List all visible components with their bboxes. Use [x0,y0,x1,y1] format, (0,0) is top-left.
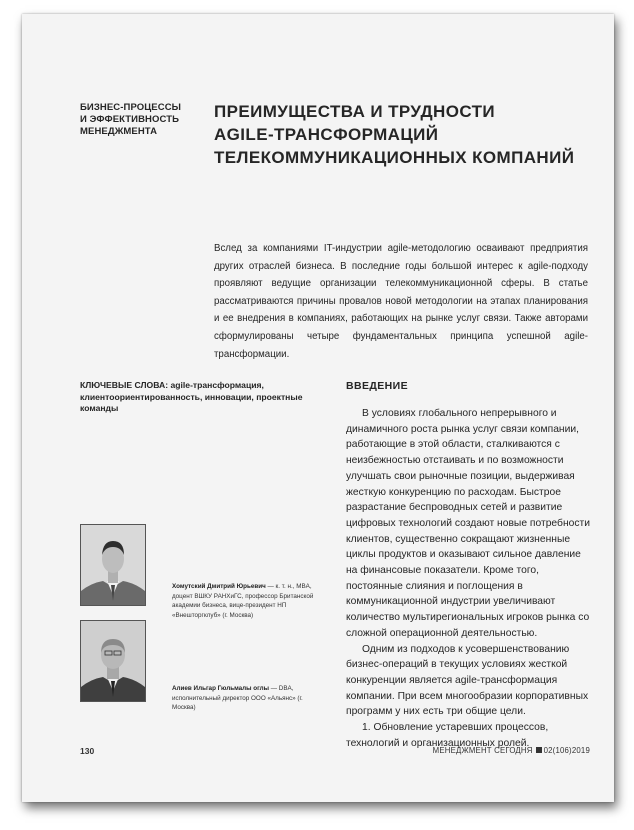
keywords-text: agile-трансформация, клиентоориентированность, инновации, проектные команды [80,380,303,413]
keywords-label: КЛЮЧЕВЫЕ СЛОВА: [80,380,169,390]
rubric-line: БИЗНЕС-ПРОЦЕССЫ [80,102,182,113]
journal-name: МЕНЕДЖМЕНТ СЕГОДНЯ [432,746,533,755]
author-info [172,684,324,713]
author-name: Алиев Ильгар Гюльмалы оглы [172,685,269,692]
abstract: Вслед за компаниями IT-индустрии agile-методологию осваивают предприятия других отраслей бизнеса. В последние годы большой интерес к agile-подходу проявляют ведущие организации телекоммуникационной сферы. В статье рассматриваются причины провалов новой методологии на этапах планирования и ее внедрения в компаниях, работающих на рынке услуг связи. Также авторами сформулированы четыре фундаментальных принципа успешной agile-трансформации. [214,243,588,360]
section-heading: ВВЕДЕНИЕ [346,380,408,392]
author-details: — к. т. н., MBA, доцент ВШКУ РАНХиГС, профессор Британской академии бизнеса, вице-президент НП «Внешторгклуб» (г. Москва) [172,583,314,619]
square-bullet-icon [536,747,542,753]
author-name: Хомутский Дмитрий Юрьевич [172,583,266,590]
paragraph: Одним из подходов к усовершенствованию бизнес-операций в текущих условиях жесткой конкуренции является agile-трансформация компании. При всем многообразии корпоративных программ у них есть три общие цели. [346,643,589,718]
article-body [346,406,590,751]
journal-page [22,14,614,802]
paragraph: 1. Обновление устаревших процессов, технологий и организационных ролей. [346,722,549,749]
page-number: 130 [80,746,95,756]
keywords [80,380,312,415]
title-line: AGILE-ТРАНСФОРМАЦИЙ [214,125,439,144]
author-photo [80,524,146,606]
author-info [172,582,324,620]
section-rubric [80,102,190,138]
author-details: — DBA, исполнительный директор ООО «Альянс» (г. Москва) [172,685,303,711]
article-title [214,100,594,169]
paragraph: В условиях глобального непрерывного и динамичного роста рынка услуг связи компании, работающие в этой области, сталкиваются с неизбежностью отстаивать и по возможности улучшать свои рыночные позиции, выдерживая жесткую конкуренцию по расходам. Быстрое разрастание беспроводных сетей и развитие цифровых технологий создают новые потребности клиентов, существенно сокращают жизненные циклы продуктов и оказывают сильное давление на финансовые показатели. Кроме того, постоянные слияния и поглощения в коммуникационной индустрии увеличивают количество мультирегиональных игроков рынка со сложной операционной деятельностью. [346,408,590,639]
rubric-line: И ЭФФЕКТИВНОСТЬ [80,114,180,125]
journal-footer [433,746,590,755]
author-photo [80,620,146,702]
title-line: ПРЕИМУЩЕСТВА И ТРУДНОСТИ [214,102,496,121]
title-line: ТЕЛЕКОММУНИКАЦИОННЫХ КОМПАНИЙ [214,148,575,167]
rubric-line: МЕНЕДЖМЕНТА [80,126,158,137]
journal-issue: 02(106)2019 [543,746,590,755]
